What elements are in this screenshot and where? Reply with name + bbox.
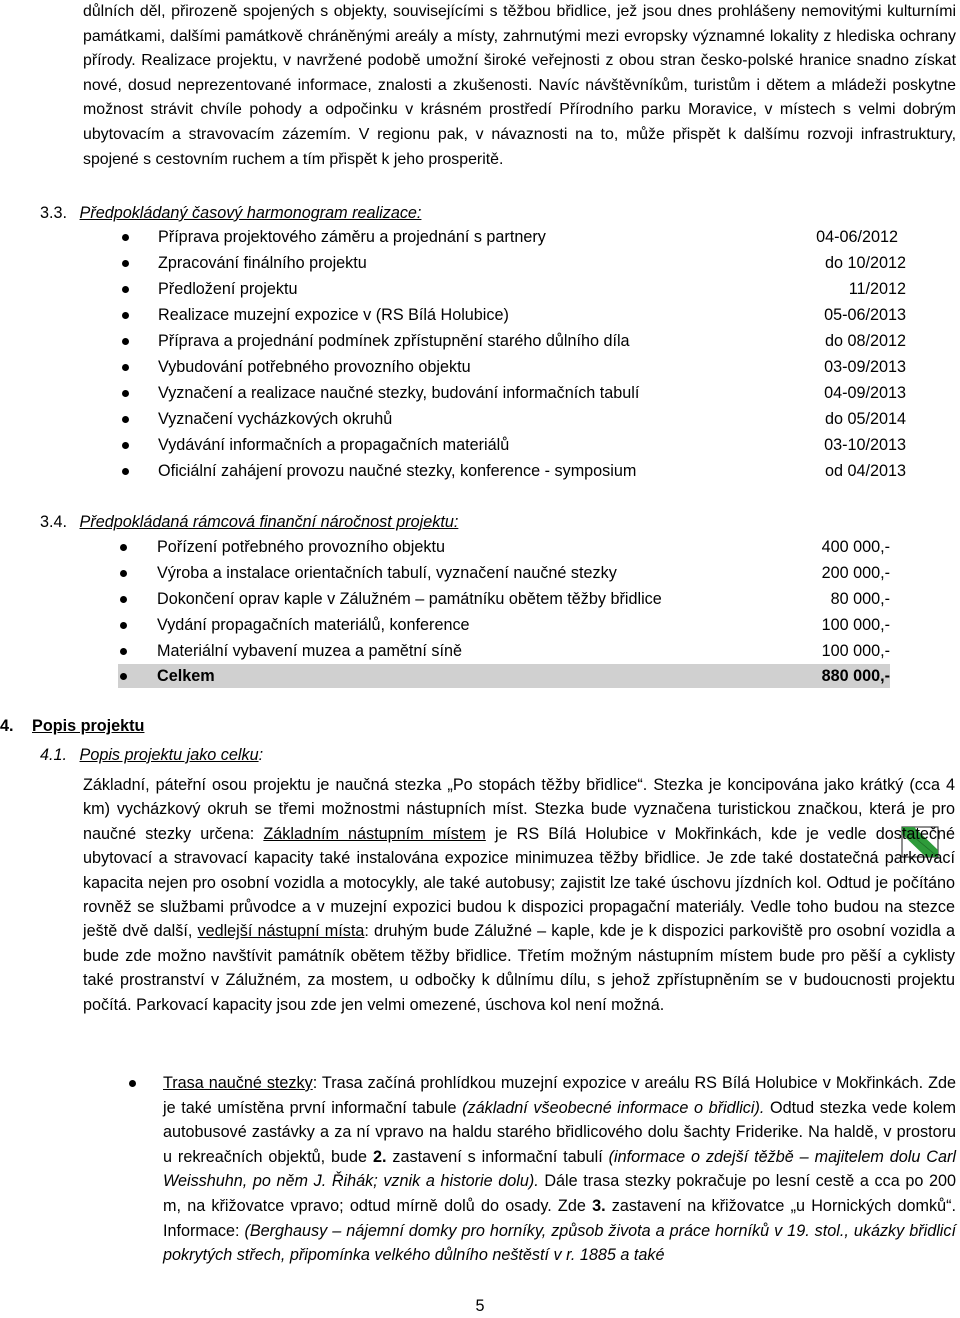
desc-part3: : druhým bude Zálužné – kaple, kde je k dispozici parkoviště pro osobní vozidla a bude zde možno navštívit památník obětem těžby břidlice. Třetím možným nástupním místem bude pro pěší a cyklisty také prostranství v Zálužném, za mostem, u odbočky k důlnímu dílu, s jehož zpřístupněním se v budoucnosti projektu počítá. Parkovací kapacity jsou zde jen velmi omezené, úschova kol není možná. [83,922,955,1014]
bullet-icon [120,648,127,655]
section-number: 3.3. [40,204,68,222]
budget-label: Výroba a instalace orientačních tabulí, vyznačení naučné stezky [157,564,617,582]
budget-amount: 400 000,- [821,538,890,556]
section-3-3-heading [40,201,421,225]
section-title-colon: : [258,746,264,764]
stop-number-3: 3. [592,1196,606,1215]
schedule-label: Vydávání informačních a propagačních materiálů [158,436,510,454]
bullet-icon [120,596,127,603]
route-part3: zastavení s informační tabulí [386,1147,609,1166]
budget-amount: 80 000,- [830,590,890,608]
budget-amount: 100 000,- [821,642,890,660]
route-part4: Dále trasa stezky pokračuje po lesní cestě a cca po 200 m, na křižovatce vpravo; odtud mírně dolů do osady. Zde [163,1172,956,1215]
schedule-label: Zpracování finálního projektu [158,254,367,272]
desc-part2: je RS Bílá Holubice v Mokřinkách, kde je vedle dostatečné ubytovací a stravovací kapacity také instalována expozice minimuzea těžby břidlice. Je zde také dostatečná parkovací kapacita nejen pro osobní vozidla a motocykly, ale také autobusy; zajistit lze také úschovu jízdních kol. Odtud je počítáno rovněž se službami průvodce a v muzejní expozici budou k dispozici propagační materiály. Vedle toho budou na stezce ještě dvě další, [83,824,955,941]
schedule-label: Vyznačení vycházkových okruhů [158,410,393,428]
bullet-icon [122,338,129,345]
budget-amount: 200 000,- [821,564,890,582]
bullet-icon [120,544,127,551]
intro-paragraph [83,0,956,172]
route-part1: Trasa začíná prohlídkou muzejní expozice v areálu RS Bílá Holubice v Mokřinkách. Zde je také umístěna první informační tabule [163,1074,956,1117]
main-entry-point: Základním nástupním místem [263,824,486,843]
schedule-label: Oficiální zahájení provozu naučné stezky, konference - symposium [158,462,637,480]
schedule-label: Příprava a projednání podmínek zpřístupnění starého důlního díla [158,332,630,350]
bullet-icon [122,234,129,241]
section-4-1-heading [40,743,263,767]
section-title: Předpokládaná rámcová finanční náročnost projektu: [79,513,459,531]
trail-route-label: Trasa naučné stezky [163,1074,313,1092]
budget-label: Pořízení potřebného provozního objektu [157,538,445,556]
intro-line1: důlních děl, přirozeně spojených s objekty, souvisejícími s těžbou břidlice, jež jsou dnes prohlášeny nemovitými kulturními památkami, dalšími památkově chráněnými areály a místy, zahrnutými mezi evropsky významné lokality z hlediska ochrany přírody. [83,3,956,70]
trail-route-colon: : [312,1074,318,1092]
bullet-icon [120,622,127,629]
route-italic2: (informace o zdejší těžbě – majitelem dolu Carl Weisshuhn, po něm J. Řihák; vznik a historie dolu). [163,1147,956,1191]
schedule-date: 03-10/2013 [824,436,906,454]
budget-label: Vydání propagačních materiálů, konference [157,616,470,634]
schedule-label: Předložení projektu [158,280,298,298]
route-italic1: (základní všeobecné informace o břidlici). [462,1098,765,1117]
page-number: 5 [475,1297,485,1315]
schedule-date: do 05/2014 [824,410,906,428]
stop-number-2: 2. [372,1147,387,1166]
schedule-label: Vybudování potřebného provozního objektu [158,358,471,376]
section-number: 4.1. [40,746,68,764]
schedule-date: 03-09/2013 [824,358,906,376]
schedule-label: Příprava projektového záměru a projednání s partnery [158,228,546,246]
schedule-date: 05-06/2013 [824,306,906,324]
section-title: Popis projektu [32,717,145,735]
budget-label: Materiální vybavení muzea a pamětní síně [157,642,463,660]
section-3-4-heading [40,510,458,534]
section-number: 3.4. [40,513,68,531]
budget-total-amount: 880 000,- [821,667,890,685]
route-part5: zastavení na křižovatce „u Hornických domků“. Informace: [163,1196,957,1240]
schedule-label: Vyznačení a realizace naučné stezky, budování informačních tabulí [158,384,640,402]
total-row-highlight [118,664,890,688]
route-part2: Odtud stezka vede kolem autobusové zastávky a za ní vpravo na haldu starého břidlicového dolu šachty Friderike. Na haldě, v prostoru u rekreačních objektů, bude [163,1098,956,1166]
budget-label: Dokončení oprav kaple v Zálužném – památníku obětem těžby břidlice [157,590,662,608]
bullet-icon [122,364,129,371]
schedule-label: Realizace muzejní expozice v (RS Bílá Holubice) [158,306,509,324]
schedule-date: od 04/2013 [824,462,906,480]
bullet-icon [122,260,129,267]
route-italic3: (Berghausy – nájemní domky pro horníky, způsob života a práce horníků v 19. stol., ukázky břidlicí pokrytých střech, připomínka velkého důlního neštěstí v r. 1885 a také [163,1221,956,1265]
section-4-heading [0,714,144,738]
secondary-entry-points: vedlejší nástupní místa [197,922,365,941]
schedule-date: 11/2012 [848,280,906,298]
section-number: 4. [0,717,14,735]
bullet-icon [120,570,127,577]
trail-route-paragraph [163,1071,956,1268]
section-title: Předpokládaný časový harmonogram realizace: [79,204,422,222]
bullet-icon [129,1080,136,1087]
bullet-icon [122,442,129,449]
bullet-icon [122,390,129,397]
schedule-date: do 10/2012 [824,254,906,272]
desc-part1: Základní, páteřní osou projektu je naučná stezka „Po stopách těžby břidlice“. Stezka je koncipována jako krátký (cca 4 km) vycházkový okruh se třemi možnostmi nástupních míst. Stezka bude vyznačena turistickou značkou, která je pro naučné stezky určena: [83,776,955,843]
schedule-date: 04-09/2013 [824,384,906,402]
bullet-icon [122,468,129,475]
section-title: Popis projektu jako celku [79,746,259,764]
schedule-date: do 08/2012 [824,332,906,350]
budget-total-label: Celkem [157,667,215,685]
budget-amount: 100 000,- [821,616,890,634]
bullet-icon [122,416,129,423]
project-description-paragraph [83,773,955,1017]
bullet-icon [120,673,127,680]
intro-line2: Realizace projektu, v navržené podobě umožní široké veřejnosti z obou stran česko-polské hranice snadno získat nové, dosud neprezentované informace, znalosti a zkušenosti. Navíc návštěvníkům, turistům i dětem a mládeži poskytne možnost strávit chvíle pohody a odpočinku v krásném prostředí Přírodního parku Moravice, v místech s velmi dobrým ubytovacím a stravovacím zázemím. V regionu pak, v návaznosti na to, může přispět k dalšímu rozvoji infrastruktury, spojené s cestovním ruchem a tím přispět k jeho prosperitě. [83,52,956,168]
bullet-icon [122,286,129,293]
schedule-date: 04-06/2012 [816,228,898,246]
bullet-icon [122,312,129,319]
